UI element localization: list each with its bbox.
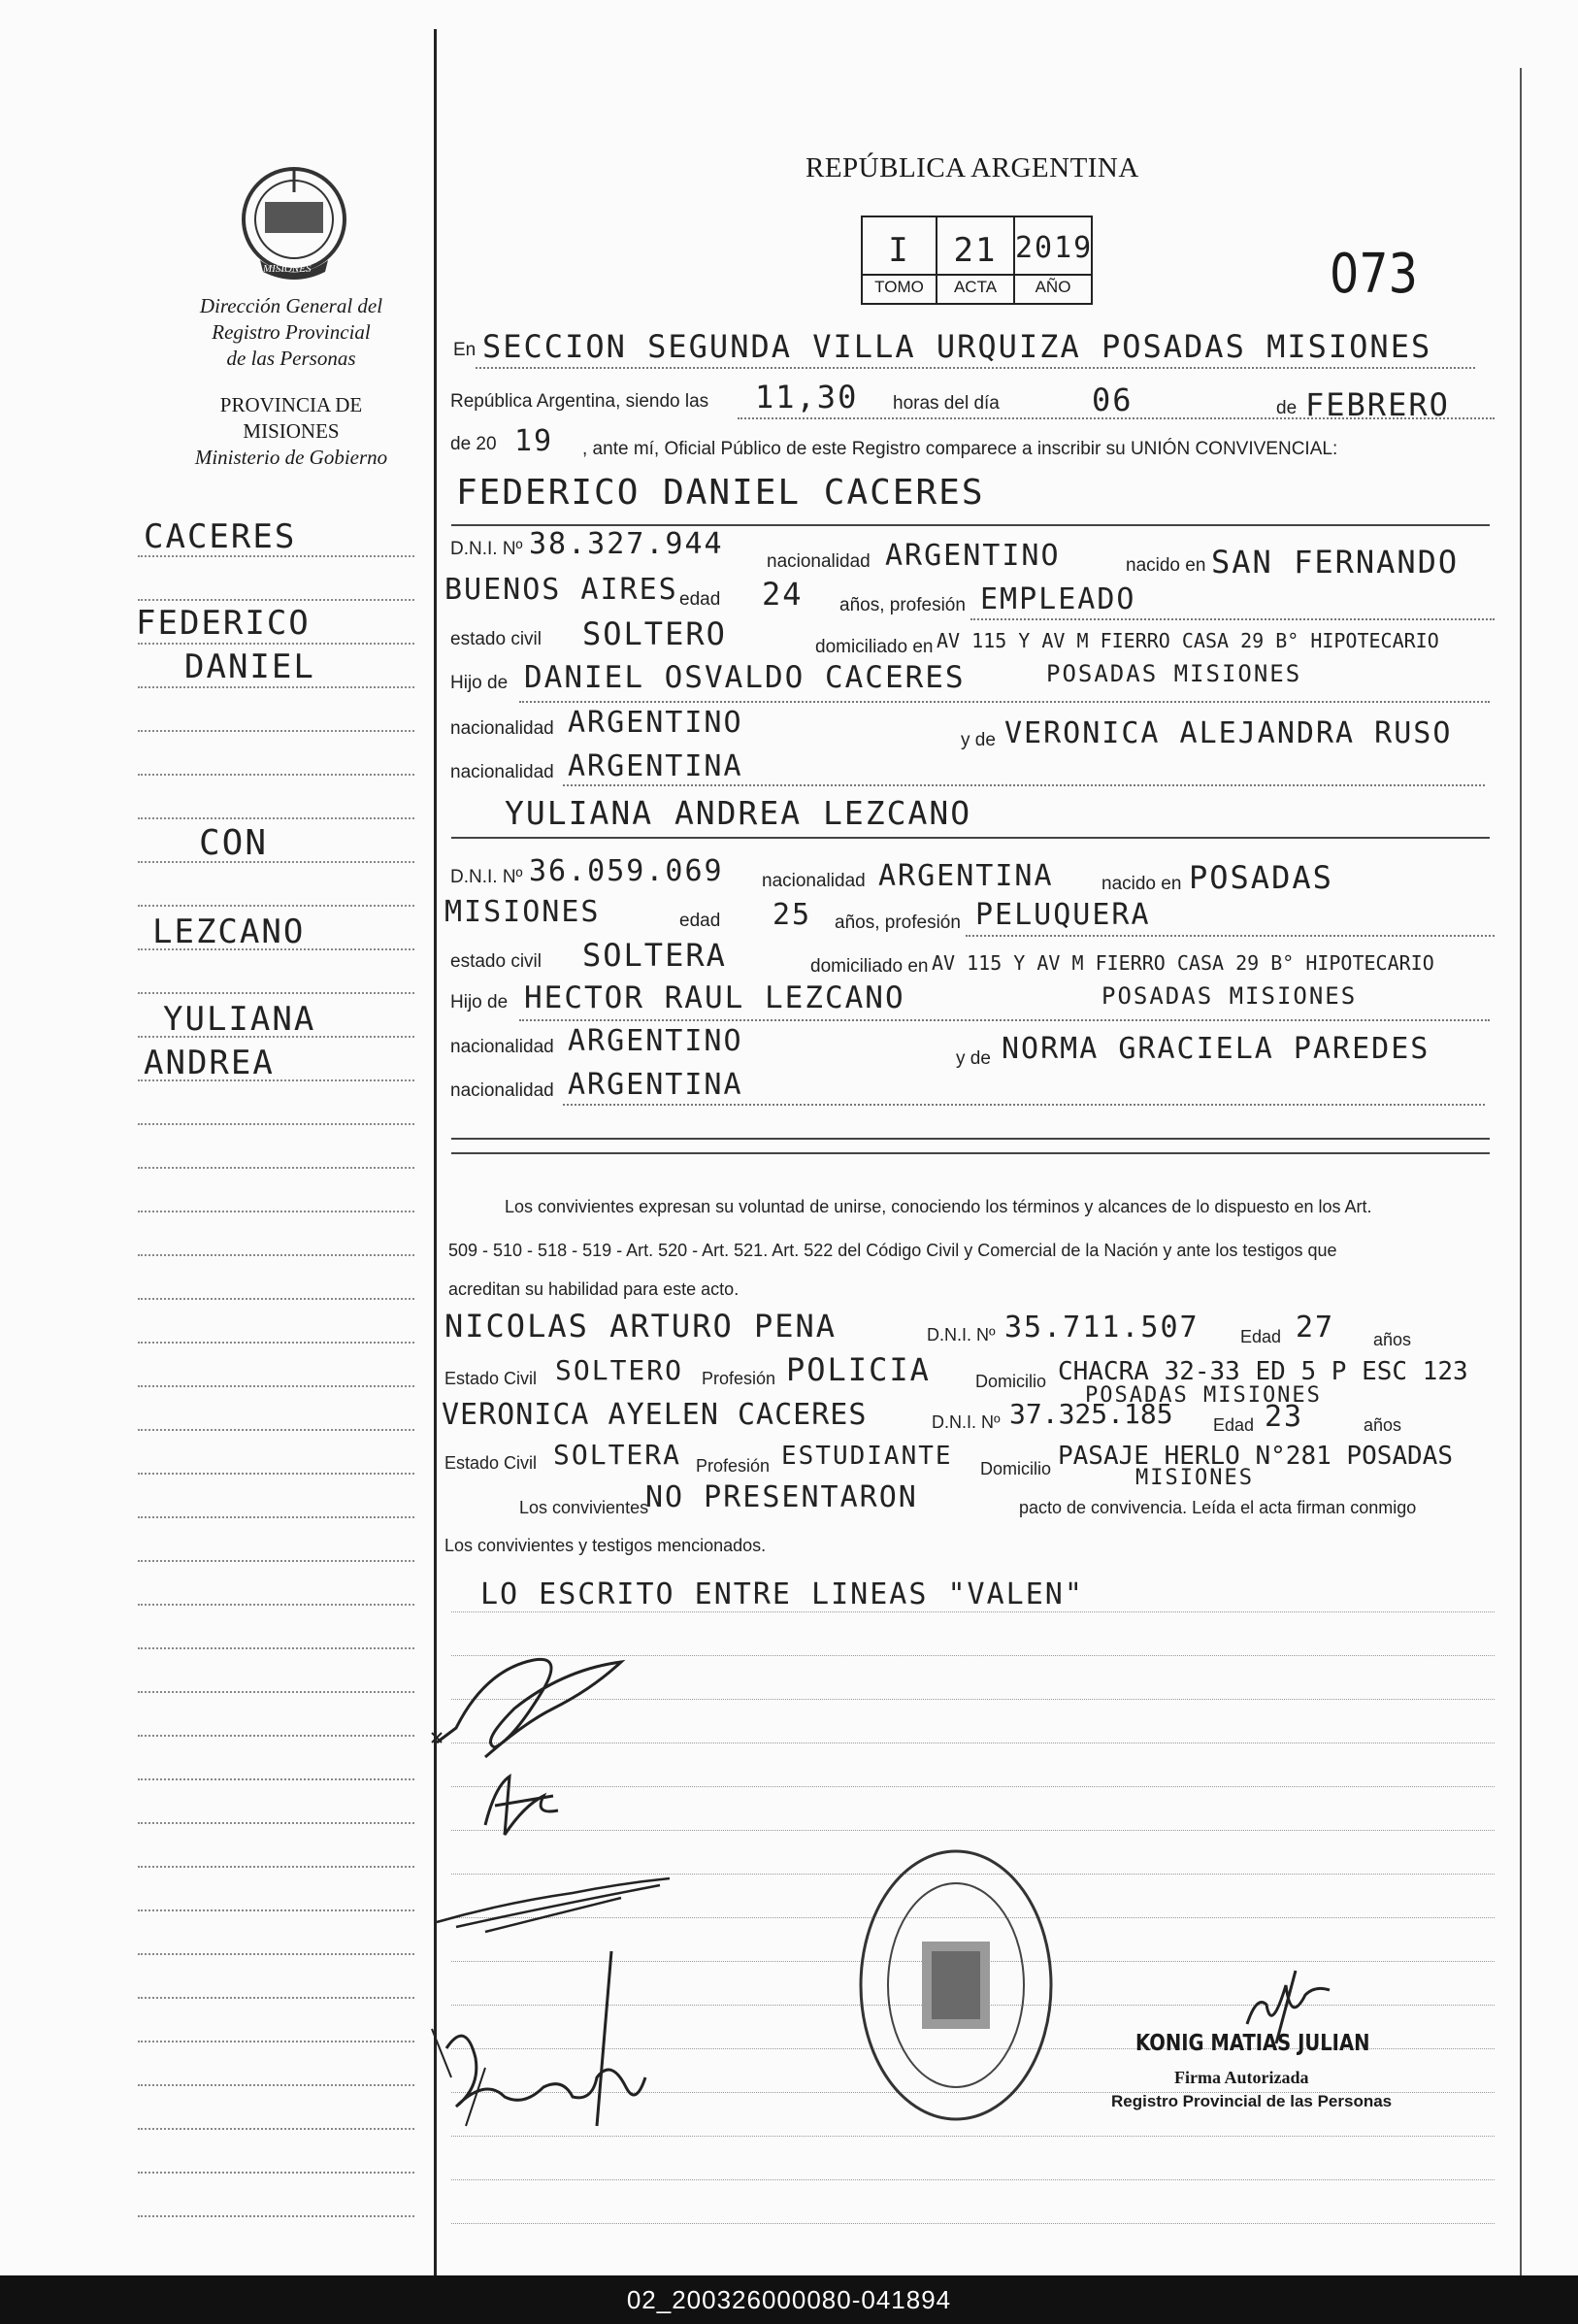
p2-domicilio: AV 115 Y AV M FIERRO CASA 29 B° HIPOTECARIO <box>932 951 1434 975</box>
margin-rule <box>138 2172 414 2174</box>
w1-profesion-label: Profesión <box>702 1369 776 1388</box>
horas-label: horas del día <box>893 393 1000 414</box>
p2-estado-label: estado civil <box>450 951 542 972</box>
w1-anos-label: años <box>1373 1330 1412 1349</box>
p1-edad-label: edad <box>679 589 721 610</box>
w2-profesion-label: Profesión <box>696 1456 771 1476</box>
p2-madre: NORMA GRACIELA PAREDES <box>1002 1032 1430 1066</box>
w2-edad: 23 <box>1265 1400 1304 1434</box>
margin-rule <box>138 817 414 819</box>
margin-name-yuliana: YULIANA <box>163 1000 316 1039</box>
w1-edad: 27 <box>1296 1311 1335 1345</box>
country-title: REPÚBLICA ARGENTINA <box>805 152 1139 183</box>
official-title: Firma Autorizada <box>1174 2068 1309 2087</box>
margin-rule <box>138 643 414 645</box>
margin-rule <box>138 1429 414 1431</box>
p1-madre-nac: ARGENTINA <box>568 749 743 783</box>
w2-name: VERONICA AYELEN CACERES <box>442 1398 868 1432</box>
p2-anos-prof-label: años, profesión <box>835 913 961 933</box>
signature-1 <box>427 1650 660 1776</box>
p1-edad: 24 <box>762 576 804 613</box>
footer-code: 02_200326000080-041894 <box>0 2275 1578 2324</box>
w2-profesion: ESTUDIANTE <box>781 1442 953 1471</box>
signature-4 <box>427 1942 660 2136</box>
p1-profesion: EMPLEADO <box>980 582 1136 616</box>
closing-note: LO ESCRITO ENTRE LINEAS "VALEN" <box>480 1577 1084 1611</box>
p1-anos-prof-label: años, profesión <box>839 595 966 615</box>
margin-rule <box>138 1953 414 1955</box>
legal-line-3: acreditan su habilidad para este acto. <box>448 1279 740 1299</box>
anio-value: 19 <box>514 424 554 458</box>
margin-rule <box>138 2041 414 2042</box>
margin-rule <box>138 1254 414 1256</box>
w2-domicilio-label: Domicilio <box>980 1459 1052 1478</box>
p2-hijo-label: Hijo de <box>450 992 509 1013</box>
pacto-value: NO PRESENTARON <box>645 1480 918 1514</box>
body-rule <box>451 2179 1495 2180</box>
p2-edad: 25 <box>773 898 812 932</box>
w2-edad-label: Edad <box>1213 1415 1255 1435</box>
margin-name-federico: FEDERICO <box>136 604 311 643</box>
margin-name-andrea: ANDREA <box>144 1044 275 1082</box>
hour-value: 11,30 <box>755 379 859 415</box>
p2-madre-nac: ARGENTINA <box>568 1068 743 1102</box>
margin-rule <box>138 1909 414 1911</box>
province-seal <box>236 163 352 287</box>
margin-rule <box>138 1167 414 1169</box>
w1-domicilio-label: Domicilio <box>975 1372 1047 1391</box>
anio-label: AÑO <box>1035 278 1071 296</box>
official-org: Registro Provincial de las Personas <box>1111 2092 1393 2110</box>
margin-rule <box>138 686 414 688</box>
margin-rule <box>138 1560 414 1562</box>
org-line-1: Dirección General del <box>199 294 383 317</box>
seal-label: MISIONES <box>263 263 312 275</box>
month-value: FEBRERO <box>1305 386 1450 423</box>
p1-dom-label: domiciliado en <box>815 637 934 657</box>
p2-domicilio-2: POSADAS MISIONES <box>1101 982 1358 1010</box>
margin-rule <box>138 1516 414 1518</box>
person1-name: FEDERICO DANIEL CACERES <box>456 473 985 513</box>
w1-estado: SOLTERO <box>555 1354 684 1386</box>
p2-edad-label: edad <box>679 911 721 931</box>
anio-value: 2019 <box>1015 231 1094 265</box>
p1-nacido-2: BUENOS AIRES <box>444 573 678 607</box>
w2-domicilio-2: MISIONES <box>1135 1466 1254 1490</box>
margin-rule <box>138 1735 414 1737</box>
p1-estado-label: estado civil <box>450 629 542 649</box>
w1-name: NICOLAS ARTURO PENA <box>444 1308 838 1345</box>
acta-value: 21 <box>953 231 998 270</box>
p2-profesion: PELUQUERA <box>975 898 1151 932</box>
p1-dni-label: D.N.I. Nº <box>450 539 523 559</box>
legal-line-2: 509 - 510 - 518 - 519 - Art. 520 - Art. 521. Art. 522 del Código Civil y Comercial de la Nación y ante los testigos que <box>448 1241 1337 1260</box>
place-value: SECCION SEGUNDA VILLA URQUIZA POSADAS MISIONES <box>482 328 1432 365</box>
province-line-2: MISIONES <box>243 419 340 443</box>
w1-domicilio-2: POSADAS MISIONES <box>1085 1383 1322 1408</box>
margin-rule <box>138 1385 414 1387</box>
closing-line-2: Los convivientes y testigos mencionados. <box>444 1536 767 1555</box>
p2-padre-nac-label: nacionalidad <box>450 1037 554 1057</box>
p2-dni-label: D.N.I. Nº <box>450 867 523 887</box>
w2-dni: 37.325.185 <box>1009 1398 1173 1430</box>
w2-dni-label: D.N.I. Nº <box>932 1412 1001 1432</box>
p2-yde-label: y de <box>956 1048 991 1069</box>
w2-estado-label: Estado Civil <box>444 1453 538 1473</box>
p1-domicilio-2: POSADAS MISIONES <box>1046 660 1302 687</box>
margin-rule <box>138 1211 414 1212</box>
margin-rule <box>138 992 414 994</box>
margin-rule <box>138 2084 414 2086</box>
margin-rule <box>138 1342 414 1344</box>
p2-madre-nac-label: nacionalidad <box>450 1080 554 1101</box>
body-rule <box>451 1786 1495 1787</box>
margin-rule <box>138 2128 414 2130</box>
w2-domicilio: PASAJE HERLO N°281 POSADAS <box>1058 1442 1453 1471</box>
margin-rule <box>138 730 414 732</box>
p1-nacido-1: SAN FERNANDO <box>1211 544 1460 581</box>
ministry-label: Ministerio de Gobierno <box>194 446 388 469</box>
margin-name-con: CON <box>199 823 269 863</box>
margin-rule <box>138 1691 414 1693</box>
p1-padre: DANIEL OSVALDO CACERES <box>524 660 966 695</box>
margin-rule <box>138 1298 414 1300</box>
p2-padre-nac: ARGENTINO <box>568 1024 743 1058</box>
body-rule <box>451 2223 1495 2224</box>
w1-dni-label: D.N.I. Nº <box>927 1325 996 1345</box>
tomo-value: I <box>888 231 910 270</box>
body-rule <box>451 1830 1495 1831</box>
province-line-1: PROVINCIA DE <box>219 393 363 416</box>
p2-estado: SOLTERA <box>582 937 727 974</box>
official-stamp <box>854 1844 1058 2126</box>
body-rule <box>451 1611 1495 1612</box>
margin-name-daniel: DANIEL <box>184 647 315 686</box>
p1-yde-label: y de <box>961 730 996 750</box>
p1-nacido-label: nacido en <box>1126 555 1206 576</box>
p2-nacido-2: MISIONES <box>444 895 601 929</box>
day-value: 06 <box>1092 382 1134 418</box>
pacto-rest: pacto de convivencia. Leída el acta firman conmigo <box>1019 1498 1417 1517</box>
legal-line-1: Los convivientes expresan su voluntad de unirse, conociendo los términos y alcances de lo dispuesto en los Art. <box>505 1197 1372 1216</box>
de-label: de <box>1276 398 1298 418</box>
margin-rule <box>138 774 414 776</box>
p1-estado: SOLTERO <box>582 615 727 652</box>
p2-nac: ARGENTINA <box>878 859 1054 893</box>
p1-domicilio: AV 115 Y AV M FIERRO CASA 29 B° HIPOTECARIO <box>937 629 1439 652</box>
official-name: KONIG MATIAS JULIAN <box>1135 2031 1370 2056</box>
person2-name: YULIANA ANDREA LEZCANO <box>505 794 972 832</box>
margin-rule <box>138 1647 414 1649</box>
p2-dni: 36.059.069 <box>529 854 724 888</box>
p1-dni: 38.327.944 <box>529 527 724 561</box>
republica-label: República Argentina, siendo las <box>450 391 709 412</box>
p1-padre-nac-label: nacionalidad <box>450 718 554 739</box>
w2-anos-label: años <box>1364 1415 1402 1435</box>
margin-rule <box>138 1822 414 1824</box>
org-line-3: de las Personas <box>226 347 356 370</box>
w1-domicilio: CHACRA 32-33 ED 5 P ESC 123 <box>1058 1357 1468 1386</box>
p2-nac-label: nacionalidad <box>762 871 866 891</box>
statement-text: , ante mí, Oficial Público de este Registro comparece a inscribir su UNIÓN CONVIVENCIAL: <box>582 439 1338 459</box>
p2-dom-label: domiciliado en <box>810 956 929 977</box>
right-edge-line <box>1520 68 1522 2275</box>
margin-name-lezcano: LEZCANO <box>152 913 306 951</box>
convivientes-label: Los convivientes <box>519 1498 649 1517</box>
act-number: 073 <box>1330 243 1418 306</box>
signature-2 <box>466 1767 582 1844</box>
margin-rule <box>138 599 414 601</box>
acta-label: ACTA <box>953 278 998 296</box>
margin-rule <box>138 1866 414 1868</box>
w1-profesion: POLICIA <box>786 1351 931 1388</box>
body-rule <box>451 2136 1495 2137</box>
p1-padre-nac: ARGENTINO <box>568 706 743 740</box>
p2-nacido-1: POSADAS <box>1189 859 1333 896</box>
margin-rule <box>138 861 414 863</box>
tomo-label: TOMO <box>874 278 924 296</box>
margin-rule <box>138 1604 414 1606</box>
margin-rule <box>138 2215 414 2217</box>
w1-estado-label: Estado Civil <box>444 1369 538 1388</box>
w2-estado: SOLTERA <box>553 1439 682 1471</box>
p1-hijo-label: Hijo de <box>450 673 509 693</box>
anio-prefix: de 20 <box>450 434 497 454</box>
margin-rule <box>138 1123 414 1125</box>
margin-rule <box>138 905 414 907</box>
p1-nac: ARGENTINO <box>885 539 1061 573</box>
p2-padre: HECTOR RAUL LEZCANO <box>524 980 905 1015</box>
margin-name-caceres: CACERES <box>144 517 297 556</box>
signature-3 <box>427 1874 679 1942</box>
tomo-acta-box <box>861 216 1093 305</box>
margin-rule <box>138 1473 414 1475</box>
p1-madre: VERONICA ALEJANDRA RUSO <box>1004 716 1453 750</box>
org-line-2: Registro Provincial <box>212 320 371 344</box>
margin-rule <box>138 1997 414 1999</box>
w1-edad-label: Edad <box>1240 1327 1282 1346</box>
margin-rule <box>138 1778 414 1780</box>
en-label: En <box>453 340 477 360</box>
p2-nacido-label: nacido en <box>1101 874 1182 894</box>
w1-dni: 35.711.507 <box>1004 1311 1200 1345</box>
p1-nac-label: nacionalidad <box>767 551 871 572</box>
p1-madre-nac-label: nacionalidad <box>450 762 554 782</box>
